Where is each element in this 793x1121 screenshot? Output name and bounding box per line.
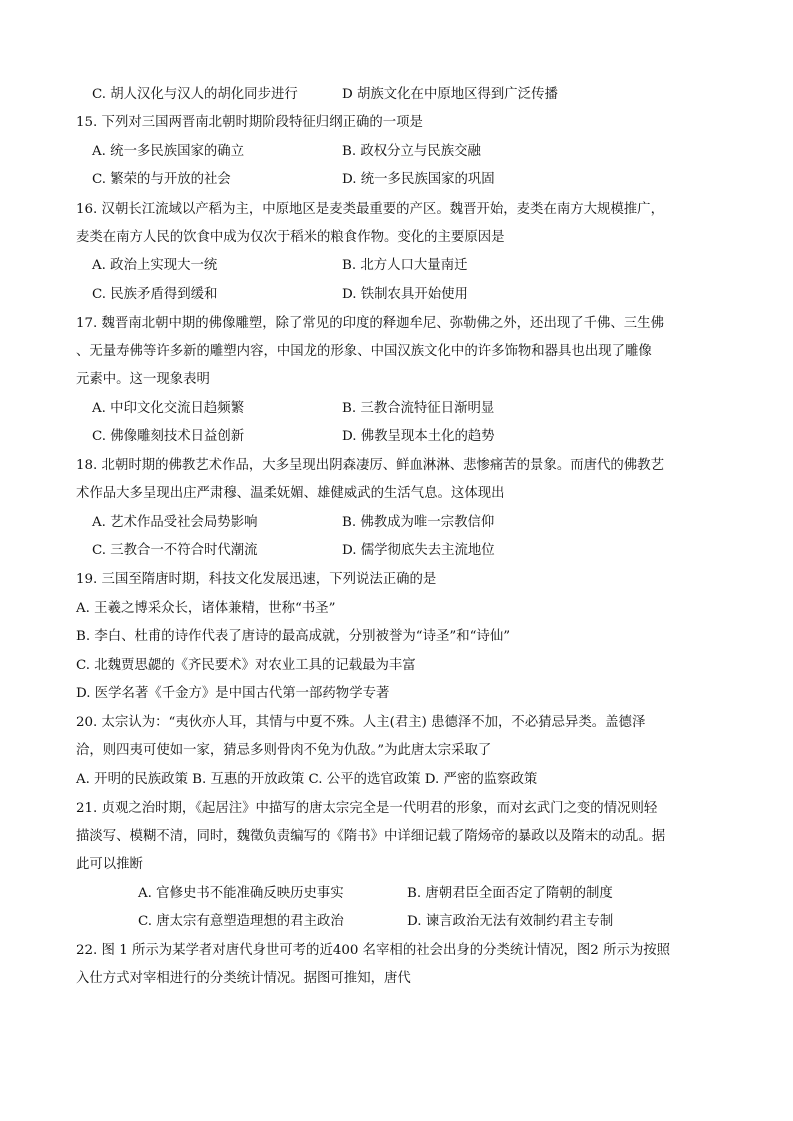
text-line-q15c: C. 繁荣的与开放的社会 (92, 172, 231, 187)
text-line-q15a: A. 统一多民族国家的确立 (92, 144, 245, 159)
text-line-q14d: D 胡族文化在中原地区得到广泛传播 (342, 87, 558, 102)
text-line-q17b: B. 三教合流特征日渐明显 (342, 401, 495, 416)
text-line-q16a: A. 政治上实现大一统 (92, 258, 218, 273)
text-line-q21l3: 此可以推断 (76, 857, 143, 872)
text-line-q18b: B. 佛教成为唯一宗教信仰 (342, 515, 495, 530)
text-line-q17l1: 17. 魏晋南北朝中期的佛像雕塑，除了常见的印度的释迦牟尼、弥勒佛之外，还出现了千佛、三生佛 (76, 316, 664, 331)
text-line-q20opts: A. 开明的民族政策 B. 互惠的开放政策 C. 公平的选官政策 D. 严密的监察政策 (76, 772, 538, 787)
text-line-q15d: D. 统一多民族国家的巩固 (342, 172, 495, 187)
text-line-q17c: C. 佛像雕刻技术日益创新 (92, 429, 245, 444)
text-line-q18a: A. 艺术作品受社会局势影响 (92, 515, 258, 530)
text-line-q14c: C. 胡人汉化与汉人的胡化同步进行 (92, 87, 298, 102)
text-line-q19b: B. 李白、杜甫的诗作代表了唐诗的最高成就，分别被誉为“诗圣”和“诗仙” (76, 629, 511, 644)
text-line-q21c: C. 唐太宗有意塑造理想的君主政治 (138, 914, 344, 929)
text-line-q20l2: 洽，则四夷可使如一家，猜忌多则骨肉不免为仇敌。”为此唐太宗采取了 (76, 743, 492, 758)
text-line-q18d: D. 儒学彻底失去主流地位 (342, 543, 495, 558)
text-line-q22l1: 22. 图 1 所示为某学者对唐代身世可考的近400 名宰相的社会出身的分类统计情况，图2 所示为按照 (76, 943, 671, 958)
text-line-q21l1: 21. 贞观之治时期，《起居注》中描写的唐太宗完全是一代明君的形象，而对玄武门之变的情况则轻 (76, 801, 658, 816)
text-line-q17l3: 元素中。这一现象表明 (76, 372, 210, 387)
text-line-q16d: D. 铁制农具开始使用 (342, 287, 468, 302)
text-line-q18l1: 18. 北朝时期的佛教艺术作品，大多呈现出阴森凄厉、鲜血淋淋、悲惨痛苦的景象。而唐代的佛教艺 (76, 458, 664, 473)
text-line-q19: 19. 三国至隋唐时期，科技文化发展迅速，下列说法正确的是 (76, 572, 437, 587)
text-line-q19a: A. 王羲之博采众长，诸体兼精，世称“书圣” (76, 601, 336, 616)
text-line-q21b: B. 唐朝君臣全面否定了隋朝的制度 (407, 886, 613, 901)
text-line-q17d: D. 佛教呈现本土化的趋势 (342, 429, 495, 444)
text-line-q15b: B. 政权分立与民族交融 (342, 144, 481, 159)
text-line-q15: 15. 下列对三国两晋南北朝时期阶段特征归纲正确的一项是 (76, 115, 423, 130)
text-line-q19c: C. 北魏贾思勰的《齐民要术》对农业工具的记载最为丰富 (76, 658, 416, 673)
text-line-q21a: A. 官修史书不能准确反映历史事实 (138, 886, 344, 901)
text-line-q16l2: 麦类在南方人民的饮食中成为仅次于稻米的粮食作物。变化的主要原因是 (76, 230, 505, 245)
text-line-q19d: D. 医学名著《千金方》是中国古代第一部药物学专著 (76, 686, 390, 701)
text-line-q18c: C. 三教合一不符合时代潮流 (92, 543, 258, 558)
text-line-q17a: A. 中印文化交流日趋频繁 (92, 401, 245, 416)
text-line-q21d: D. 谏言政治无法有效制约君主专制 (407, 914, 614, 929)
text-line-q16b: B. 北方人口大量南迁 (342, 258, 468, 273)
text-line-q17l2: 、无量寿佛等许多新的雕塑内容，中国龙的形象、中国汉族文化中的许多饰物和器具也出现了雕像 (76, 344, 652, 359)
text-line-q21l2: 描淡写、模糊不清，同时，魏徵负责编写的《隋书》中详细记载了隋炀帝的暴政以及隋末的动乱。据 (76, 829, 666, 844)
text-line-q20l1: 20. 太宗认为：“夷伙亦人耳，其情与中夏不殊。人主(君主) 患德泽不加，不必猜忌异类。盖德泽 (76, 715, 646, 730)
text-line-q16c: C. 民族矛盾得到缓和 (92, 287, 218, 302)
text-line-q18l2: 术作品大多呈现出庄严肃穆、温柔妩媚、雄健威武的生活气息。这体现出 (76, 486, 505, 501)
text-line-q22l2: 入仕方式对宰相进行的分类统计情况。据图可推知，唐代 (76, 971, 411, 986)
text-line-q16l1: 16. 汉朝长江流域以产稻为主，中原地区是麦类最重要的产区。魏晋开始，麦类在南方大规模推广， (76, 202, 664, 217)
